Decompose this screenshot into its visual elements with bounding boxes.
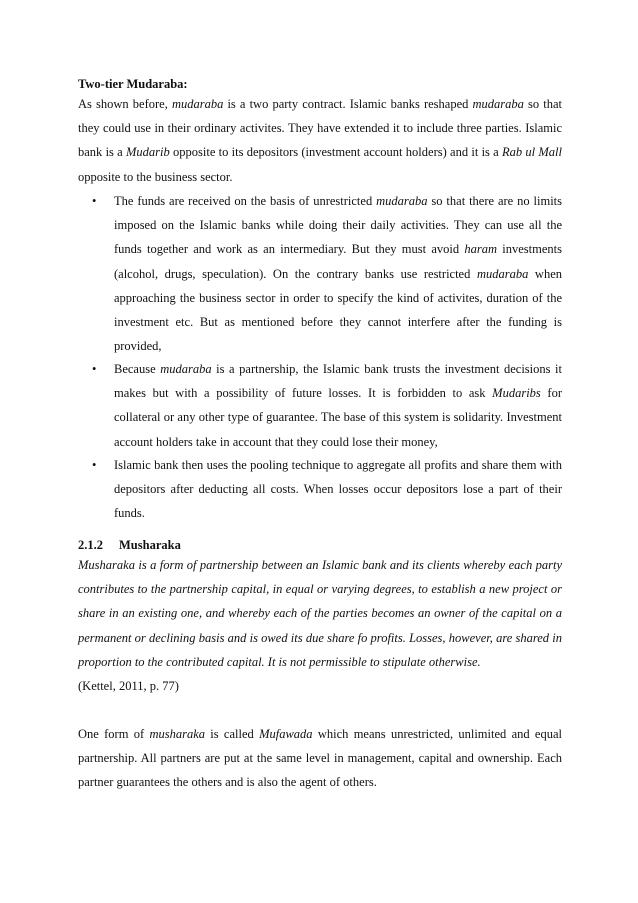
text-run: As shown before, (78, 97, 172, 111)
quote-text: Musharaka is a form of partnership between an Islamic bank and its clients whereby each party contributes to the partnership capital, in equal or varying degrees, to establish a new project or share in an existing one, and whereby each of the parties becomes an owner of the capital on a permanent or declining basis and is owed its due share fo profits. Losses, however, are shared in proportion to the contributed capital. It is not permissible to stipulate otherwise. (78, 558, 562, 669)
bullet-marker: • (92, 458, 97, 472)
italic-term: mudaraba (171, 97, 224, 111)
section-number: 2.1.2 (78, 538, 103, 552)
text-run: Islamic bank then uses the pooling technique to aggregate all profits and share them with depositors after deducting all costs. When losses occur depositors lose a part of their funds. (114, 458, 562, 521)
italic-term: haram (464, 242, 498, 257)
bullet-marker: • (92, 362, 97, 376)
text-run: Because (114, 362, 161, 376)
section-title: Musharaka (119, 538, 181, 552)
bullet-text-3 (114, 453, 562, 526)
italic-term: musharaka (149, 727, 205, 741)
text-run: for collateral or any other type of guarantee. The base of this system is solidarity. Investment account holders take in account that they could lose their money, (114, 386, 563, 449)
italic-term: Rab ul Mall (502, 145, 563, 160)
text-run: is a partnership, the Islamic bank trusts the investment decisions it makes but with a possibility of future losses. It is forbidden to ask (114, 362, 562, 401)
text-run: is called (205, 727, 260, 741)
text-run: The funds are received on the basis of unrestricted (114, 194, 377, 208)
text-run: which means unrestricted, unlimited and equal partnership. All partners are put at the same level in management, capital and ownership. Each partner guarantees the others and is also the agent of others. (78, 727, 562, 790)
text-run: One form of (78, 727, 150, 741)
text-run: opposite to its depositors (investment account holders) and it is a (169, 145, 502, 160)
musharaka-definition-quote (78, 553, 562, 674)
text-run: so that there are no limits imposed on the Islamic banks while doing their daily activities. They can use all the funds together and work as an intermediary. But they must avoid (114, 194, 563, 257)
bullet-marker: • (92, 194, 97, 208)
italic-term: mudaraba (472, 97, 524, 111)
text-run: opposite to the business sector. (78, 169, 233, 184)
section-heading-two-tier (78, 75, 188, 93)
text-run: is a two party contract. Islamic banks reshaped (223, 97, 473, 111)
citation-text: (Kettel, 2011, p. 77) (78, 679, 179, 693)
italic-term: Mudaribs (492, 386, 541, 401)
two-tier-heading-text: Two-tier Mudaraba: (78, 77, 188, 91)
italic-term: mudaraba (476, 266, 529, 281)
italic-term: mudaraba (376, 194, 428, 208)
text-run: when approaching the business sector in order to specify the kind of activites, duration of the investment etc. But as mentioned before they cannot interfere after the funding is provided, (114, 266, 562, 354)
citation (78, 674, 562, 698)
mufawada-paragraph (78, 722, 562, 795)
bullet-text-1 (114, 189, 562, 358)
text-run: so that they could use in their ordinary activites. They have extended it to include three parties. Islamic bank is a (78, 97, 562, 160)
bullet-text-2 (114, 357, 562, 454)
italic-term: Mufawada (259, 727, 313, 741)
italic-term: Mudarib (126, 145, 170, 160)
section-heading-musharaka (78, 536, 181, 554)
italic-term: mudaraba (160, 362, 212, 376)
two-tier-intro-paragraph (78, 92, 562, 189)
text-run: investments (alcohol, drugs, speculation). On the contrary banks use restricted (114, 242, 562, 281)
